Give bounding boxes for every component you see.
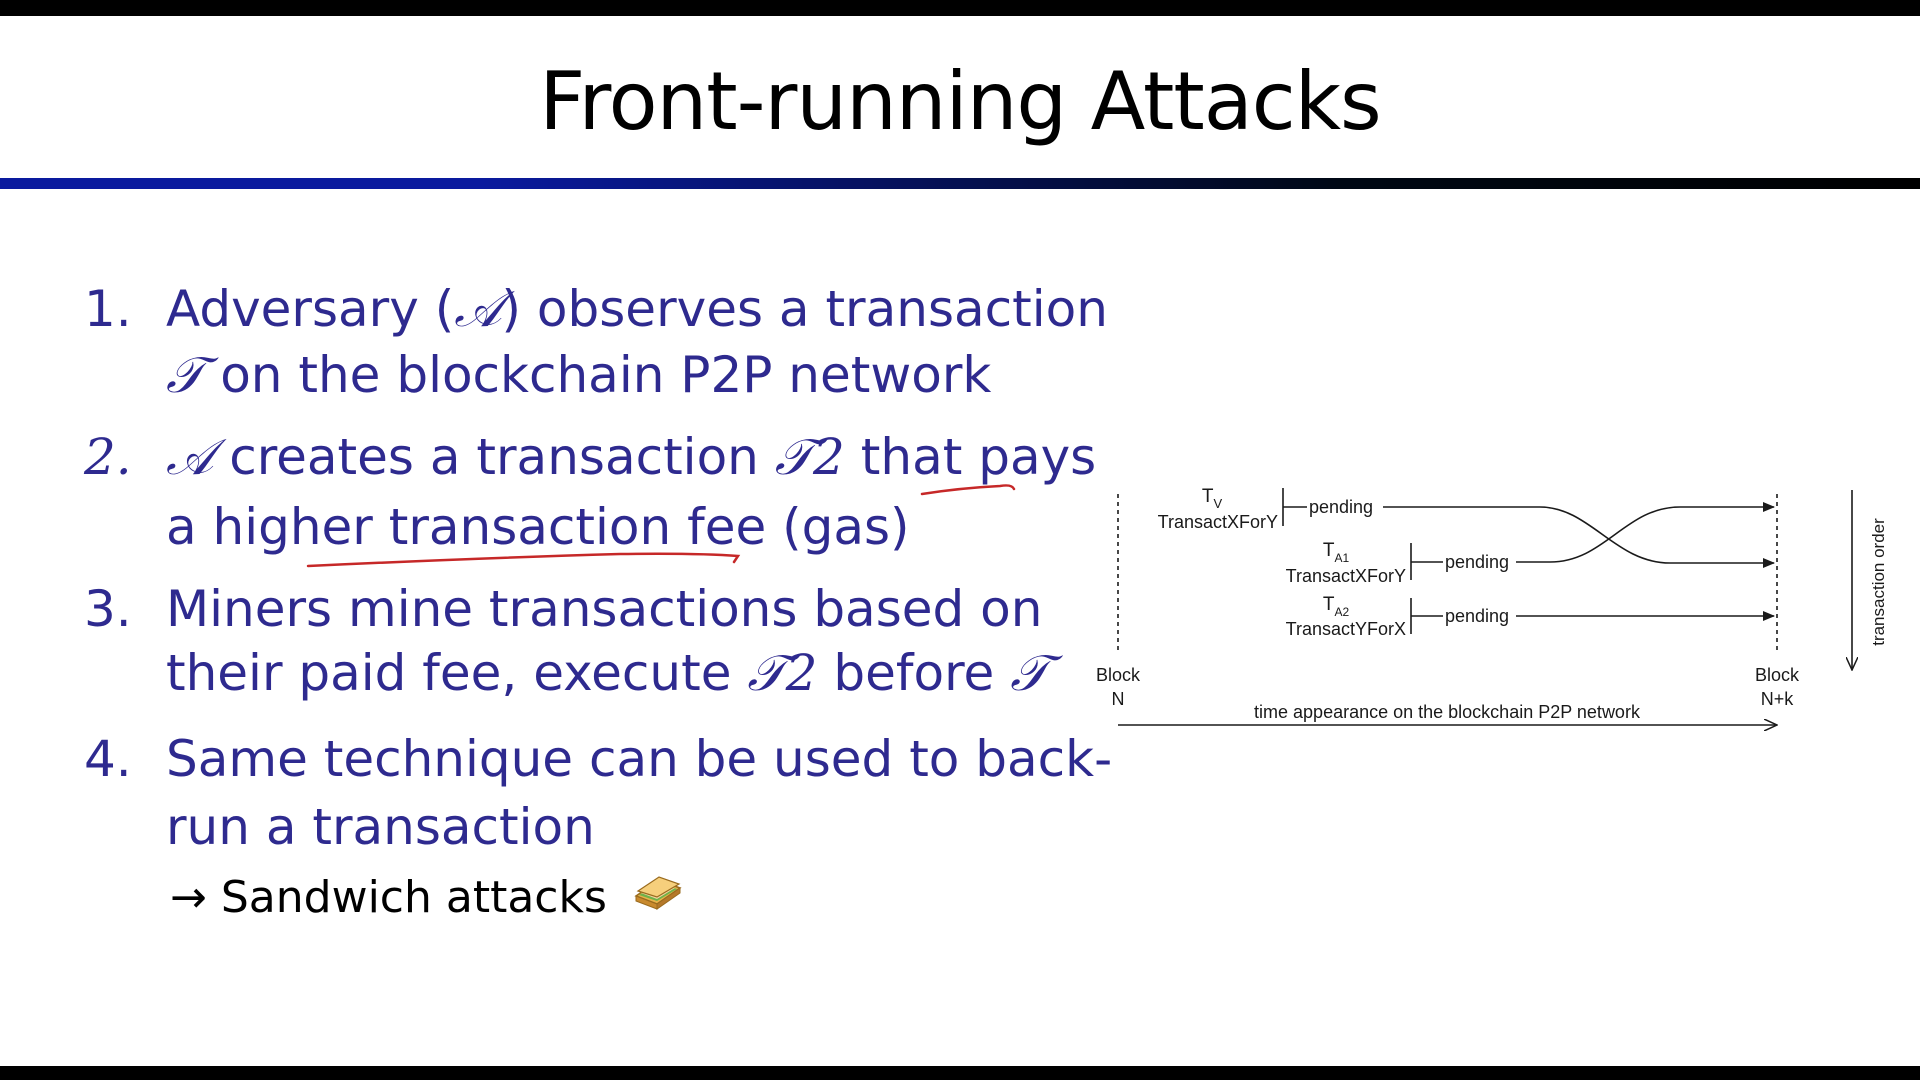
item-2-text-c: a higher transaction fee (gas)	[166, 498, 910, 556]
item-2-line-1	[166, 428, 1096, 487]
attacker1-tx-subscript: A1	[1334, 551, 1350, 565]
item-4-text-b: run a transaction	[166, 798, 595, 856]
item-4-number: 4.	[84, 730, 132, 788]
attacker1-path	[1516, 507, 1774, 562]
item-1-number: 1.	[84, 280, 132, 338]
attacker1-tx-symbol: T	[1322, 540, 1335, 561]
arrow-right-icon: →	[170, 872, 207, 923]
item-1-line-1	[166, 280, 1108, 339]
item-2-text-a: creates a transaction	[213, 428, 775, 486]
slide-title: Front-running Attacks	[539, 55, 1381, 148]
block-n-label-2: N	[1111, 689, 1125, 709]
victim-path	[1383, 507, 1774, 563]
attacker2-tx-label: TransactYForX	[1285, 619, 1406, 639]
item-3-text-b: their paid fee, execute	[166, 644, 748, 702]
transaction-symbol: 𝒯	[1010, 644, 1049, 702]
victim-tx-label: TransactXForY	[1157, 512, 1278, 532]
item-2-number: 2.	[84, 428, 132, 486]
victim-tx-subscript: V	[1213, 496, 1223, 511]
item-2-text-b: that pays	[844, 428, 1097, 486]
front-running-diagram	[1080, 470, 1920, 750]
time-axis-label: time appearance on the blockchain P2P network	[1254, 702, 1640, 722]
item-3-line-1	[166, 580, 1042, 638]
item-3-line-2	[166, 644, 1049, 703]
victim-status: pending	[1309, 497, 1374, 517]
sandwich-icon	[633, 874, 683, 914]
item-1-text-c: on the blockchain P2P network	[204, 346, 992, 404]
attacker2-tx-name	[1323, 594, 1350, 619]
block-nk-label-1: Block	[1754, 665, 1800, 685]
block-nk-label-2: N+k	[1760, 689, 1794, 709]
attacker1-tx-name	[1323, 540, 1350, 565]
item-4-line-2	[166, 798, 595, 856]
item-3-text-a: Miners mine transactions based on	[166, 580, 1043, 638]
transaction-2-symbol: 𝒯2	[747, 644, 818, 702]
item-3-number: 3.	[84, 580, 132, 638]
item-4-line-1	[166, 730, 1112, 788]
adversary-symbol: 𝒜	[166, 428, 214, 486]
victim-tx-symbol: T	[1201, 486, 1214, 507]
order-axis-label: transaction order	[1869, 518, 1888, 646]
transaction-2-symbol: 𝒯2	[774, 428, 845, 486]
item-3-text-c: before	[817, 644, 1011, 702]
item-2-line-2	[166, 498, 910, 556]
attacker1-tx-label: TransactXForY	[1285, 566, 1406, 586]
transaction-symbol: 𝒯	[166, 346, 205, 404]
victim-tx-name	[1202, 486, 1223, 511]
item-1-line-2	[166, 346, 991, 405]
attacker2-tx-symbol: T	[1322, 594, 1335, 615]
attacker1-status: pending	[1445, 552, 1510, 572]
attacker2-tx-subscript: A2	[1334, 605, 1350, 619]
attacker2-status: pending	[1445, 606, 1510, 626]
item-1-text-b: ) observes a transaction	[501, 280, 1108, 338]
sandwich-attacks-text: Sandwich attacks	[220, 872, 607, 923]
block-n-label-1: Block	[1095, 665, 1141, 685]
sandwich-attacks-note	[170, 872, 683, 923]
bottom-bar	[0, 1066, 1920, 1080]
item-1-text-a: Adversary (	[166, 280, 455, 338]
item-4-text-a: Same technique can be used to back-	[166, 730, 1113, 788]
adversary-symbol: 𝒜	[454, 280, 502, 338]
